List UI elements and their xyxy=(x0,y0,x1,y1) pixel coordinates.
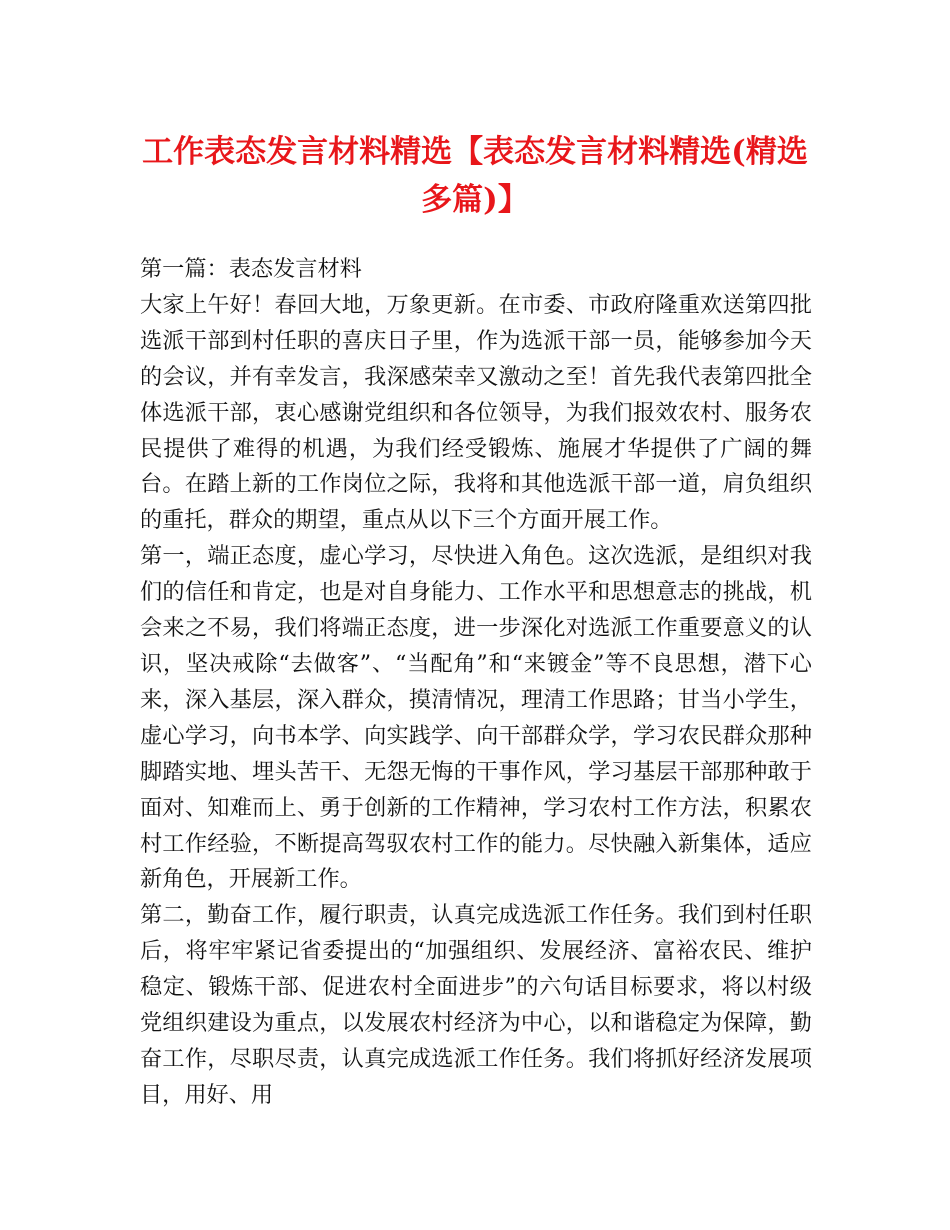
document-body xyxy=(140,252,812,1114)
paragraph-opening: 大家上午好！春回大地，万象更新。在市委、市政府隆重欢送第四批选派干部到村任职的喜庆日子里，作为选派干部一员，能够参加今天的会议，并有幸发言，我深感荣幸又激动之至！首先我代表第四批全体选派干部，衷心感谢党组织和各位领导，为我们报效农村、服务农民提供了难得的机遇，为我们经受锻炼、施展才华提供了广阔的舞台。在踏上新的工作岗位之际，我将和其他选派干部一道，肩负组织的重托，群众的期望，重点从以下三个方面开展工作。 xyxy=(140,291,812,534)
section-heading: 第一篇：表态发言材料 xyxy=(140,256,362,282)
document-title: 工作表态发言材料精选【表态发言材料精选(精选多篇)】 xyxy=(142,134,808,218)
paragraph-first-point: 第一，端正态度，虚心学习，尽快进入角色。这次选派，是组织对我们的信任和肯定，也是对自身能力、工作水平和思想意志的挑战，机会来之不易，我们将端正态度，进一步深化对选派工作重要意义的认识，坚决戒除“去做客”、“当配角”和“来镀金”等不良思想，潜下心来，深入基层，深入群众，摸清情况，理清工作思路；甘当小学生，虚心学习，向书本学、向实践学、向干部群众学，学习农民群众那种脚踏实地、埋头苦干、无怨无悔的干事作风，学习基层干部那种敢于面对、知难而上、勇于创新的工作精神，学习农村工作方法，积累农村工作经验，不断提高驾驭农村工作的能力。尽快融入新集体，适应新角色，开展新工作。 xyxy=(140,543,812,893)
paragraph-second-point: 第二，勤奋工作，履行职责，认真完成选派工作任务。我们到村任职后，将牢牢紧记省委提出的“加强组织、发展经济、富裕农民、维护稳定、锻炼干部、促进农村全面进步”的六句话目标要求，将以村级党组织建设为重点，以发展农村经济为中心，以和谐稳定为保障，勤奋工作，尽职尽责，认真完成选派工作任务。我们将抓好经济发展项目，用好、用 xyxy=(140,902,812,1108)
